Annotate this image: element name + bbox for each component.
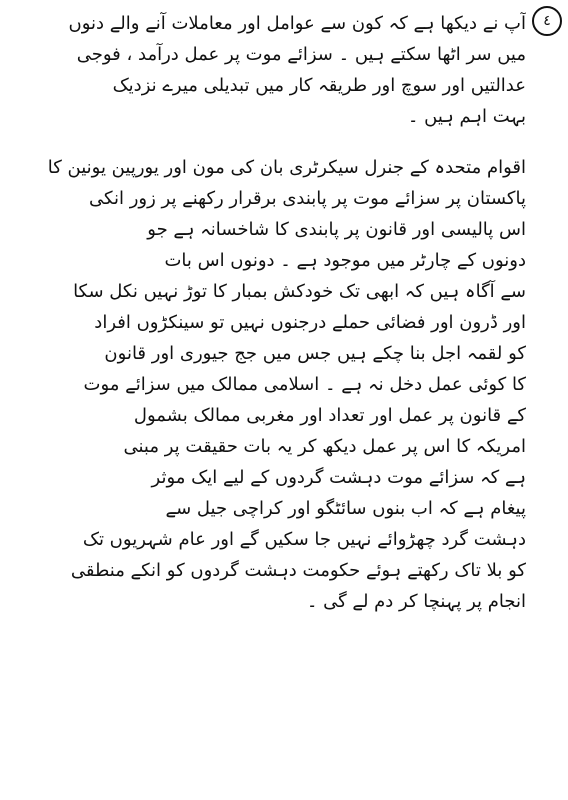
text-line: کا کوئی عمل دخل نہ ہے ۔ اسلامی ممالک میں سزائے موت — [83, 374, 526, 395]
text-line: کو لقمہ اجل بنا چکے ہیں جس میں جج جیوری اور قانون — [104, 343, 526, 364]
handwritten-text — [12, 8, 526, 617]
text-line: اور ڈرون اور فضائی حملے درجنوں نہیں تو سینکڑوں افراد — [94, 312, 526, 333]
text-line: ہے کہ سزائے موت دہشت گردوں کے لیے ایک موثر — [151, 467, 526, 488]
text-line: میں سر اٹھا سکتے ہیں ۔ سزائے موت پر عمل درآمد ، فوجی — [76, 44, 526, 65]
text-line: بہت اہم ہیں ۔ — [407, 106, 526, 127]
text-line: کے قانون پر عمل اور تعداد اور مغربی ممالک بشمول — [133, 405, 526, 426]
text-line: پیغام ہے کہ اب بنوں سائٹگو اور کراچی جیل سے — [165, 498, 526, 519]
text-line: پاکستان پر سزائے موت پر پابندی برقرار رکھنے پر زور انکی — [89, 188, 526, 209]
text-line: دونوں کے چارٹر میں موجود ہے ۔ دونوں اس بات — [164, 250, 526, 271]
text-line: کو بلا تاک رکھتے ہوئے حکومت دہشت گردوں کو انکے منطقی — [70, 560, 526, 581]
paragraph-gap — [12, 132, 526, 152]
text-line: عدالتیں اور سوچ اور طریقہ کار میں تبدیلی میرے نزدیک — [112, 75, 526, 96]
text-line: امریکہ کا اس پر عمل دیکھ کر یہ بات حقیقت پر مبنی — [123, 436, 526, 457]
item-number-marker: ٤ — [532, 6, 562, 36]
text-line: اس پالیسی اور قانون پر پابندی کا شاخسانہ ہے جو — [147, 219, 526, 240]
text-line: اقوام متحدہ کے جنرل سیکرٹری بان کی مون اور یورپین یونین کا — [47, 157, 526, 178]
text-line: سے آگاہ ہیں کہ ابھی تک خودکش بمبار کا توڑ نہیں نکل سکا — [73, 281, 526, 302]
text-line: انجام پر پہنچا کر دم لے گی ۔ — [306, 591, 526, 612]
text-line: آپ نے دیکھا ہے کہ کون سے عوامل اور معاملات آنے والے دنوں — [68, 13, 526, 34]
text-line: دہشت گرد چھڑوائے نہیں جا سکیں گے اور عام شہریوں تک — [82, 529, 526, 550]
